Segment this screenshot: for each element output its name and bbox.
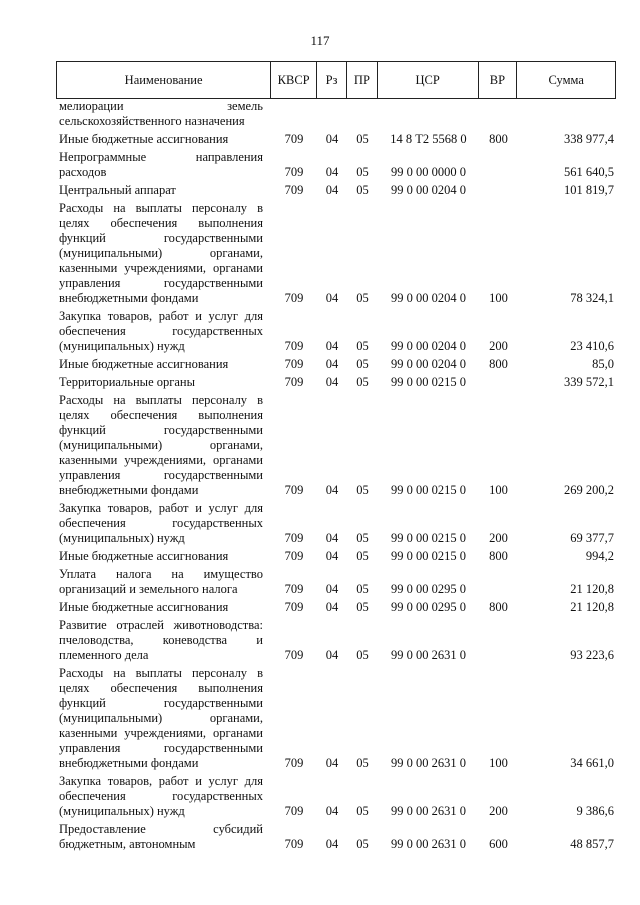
cell-vr: 100 — [489, 483, 508, 497]
row-name — [56, 600, 271, 615]
cell-kvsr: 709 — [284, 165, 304, 179]
table-row — [56, 99, 616, 129]
cell-vr: 200 — [489, 531, 508, 545]
row-name — [56, 132, 271, 147]
row-name — [56, 666, 271, 771]
cell-vr: 100 — [489, 291, 508, 305]
cell-sum: 338 977,4 — [564, 132, 614, 146]
cell-kvsr: 709 — [284, 582, 304, 596]
cell-pr: 05 — [356, 531, 369, 545]
table-row — [56, 618, 616, 663]
cell-csr: 14 8 Т2 5568 0 — [390, 132, 467, 146]
cell-csr: 99 0 00 0204 0 — [391, 183, 466, 197]
cell-rz: 04 — [325, 165, 339, 179]
cell-sum: 85,0 — [592, 357, 614, 371]
cell-sum: 69 377,7 — [570, 531, 614, 545]
cell-rz: 04 — [325, 600, 339, 614]
row-name-line: Расходы на выплаты персоналу в — [59, 666, 263, 680]
row-name-line: Расходы на выплаты персоналу в — [59, 201, 263, 215]
cell-vr: 800 — [489, 600, 508, 614]
table-row — [56, 549, 616, 564]
table-row — [56, 393, 616, 498]
row-name-line: сельскохозяйственного назначения — [59, 114, 245, 128]
cell-vr: 800 — [489, 357, 508, 371]
cell-sum: 561 640,5 — [564, 165, 614, 179]
cell-csr: 99 0 00 0215 0 — [391, 549, 466, 563]
cell-rz: 04 — [325, 648, 339, 662]
row-name-line: управления государственными — [59, 276, 263, 290]
table-body — [56, 99, 616, 852]
cell-csr: 99 0 00 2631 0 — [391, 648, 466, 662]
cell-rz: 04 — [325, 357, 339, 371]
header-rz: Рз — [317, 62, 347, 98]
row-name-line: мелиорации земель — [59, 99, 263, 113]
cell-kvsr: 709 — [284, 132, 304, 146]
row-name-line: Закупка товаров, работ и услуг для — [59, 309, 263, 323]
cell-pr: 05 — [356, 483, 369, 497]
row-name-line: функций государственными — [59, 231, 263, 245]
cell-sum: 23 410,6 — [570, 339, 614, 353]
row-name-line: (муниципальных) нужд — [59, 804, 185, 818]
cell-vr: 800 — [489, 549, 508, 563]
cell-pr: 05 — [356, 837, 369, 851]
cell-rz: 04 — [325, 531, 339, 545]
table-row — [56, 183, 616, 198]
cell-pr: 05 — [356, 600, 369, 614]
row-name-line: обеспечения государственных — [59, 789, 263, 803]
row-name-line: (муниципальных) нужд — [59, 531, 185, 545]
row-name-line: внебюджетными фондами — [59, 756, 199, 770]
table-row — [56, 201, 616, 306]
cell-rz: 04 — [325, 483, 339, 497]
cell-rz: 04 — [325, 837, 339, 851]
row-name — [56, 393, 271, 498]
row-name — [56, 183, 271, 198]
row-name-line: функций государственными — [59, 696, 263, 710]
row-name-line: целях обеспечения выполнения — [59, 681, 263, 695]
row-name-line: целях обеспечения выполнения — [59, 216, 263, 230]
header-sum: Сумма — [548, 72, 584, 87]
row-name-line: управления государственными — [59, 468, 263, 482]
page-number: 117 — [310, 33, 330, 48]
row-name-line: Иные бюджетные ассигнования — [59, 132, 229, 146]
cell-csr: 99 0 00 0204 0 — [391, 357, 466, 371]
cell-pr: 05 — [356, 549, 369, 563]
row-name — [56, 549, 271, 564]
row-name — [56, 567, 271, 597]
row-name-line: бюджетным, автономным — [59, 837, 196, 851]
row-name-line: Иные бюджетные ассигнования — [59, 357, 229, 371]
cell-rz: 04 — [325, 804, 339, 818]
row-name-line: Непрограммные направления — [59, 150, 263, 164]
cell-kvsr: 709 — [284, 183, 304, 197]
row-name-line: (муниципальными) органами, — [59, 246, 263, 260]
row-name-line: внебюджетными фондами — [59, 483, 199, 497]
cell-pr: 05 — [356, 375, 369, 389]
row-name-line: обеспечения государственных — [59, 324, 263, 338]
cell-kvsr: 709 — [284, 648, 304, 662]
cell-kvsr: 709 — [284, 291, 304, 305]
row-name-line: (муниципальными) органами, — [59, 711, 263, 725]
cell-sum: 101 819,7 — [564, 183, 614, 197]
cell-pr: 05 — [356, 756, 369, 770]
cell-sum: 994,2 — [585, 549, 614, 563]
cell-kvsr: 709 — [284, 600, 304, 614]
row-name — [56, 99, 271, 129]
table-row — [56, 309, 616, 354]
cell-csr: 99 0 00 0000 0 — [391, 165, 466, 179]
cell-kvsr: 709 — [284, 837, 304, 851]
cell-sum: 93 223,6 — [570, 648, 614, 662]
cell-pr: 05 — [356, 339, 369, 353]
cell-vr: 100 — [489, 756, 508, 770]
cell-sum: 48 857,7 — [570, 837, 614, 851]
table-row — [56, 666, 616, 771]
cell-kvsr: 709 — [284, 804, 304, 818]
cell-sum: 9 386,6 — [576, 804, 614, 818]
cell-kvsr: 709 — [284, 339, 304, 353]
cell-pr: 05 — [356, 183, 369, 197]
cell-csr: 99 0 00 0215 0 — [391, 483, 466, 497]
cell-rz: 04 — [325, 582, 339, 596]
row-name-line: функций государственными — [59, 423, 263, 437]
row-name-line: Развитие отраслей животноводства: — [59, 618, 263, 632]
row-name-line: племенного дела — [59, 648, 149, 662]
cell-vr: 800 — [489, 132, 508, 146]
table-header — [56, 61, 616, 99]
row-name — [56, 618, 271, 663]
cell-kvsr: 709 — [284, 483, 304, 497]
row-name-line: Расходы на выплаты персоналу в — [59, 393, 263, 407]
table-row — [56, 150, 616, 180]
row-name-line: целях обеспечения выполнения — [59, 408, 263, 422]
cell-rz: 04 — [325, 291, 339, 305]
header-vr: ВР — [479, 62, 518, 98]
cell-csr: 99 0 00 2631 0 — [391, 837, 466, 851]
row-name-line: Иные бюджетные ассигнования — [59, 600, 229, 614]
row-name-line: Закупка товаров, работ и услуг для — [59, 774, 263, 788]
table-row — [56, 567, 616, 597]
cell-vr: 200 — [489, 804, 508, 818]
cell-kvsr: 709 — [284, 549, 304, 563]
cell-csr: 99 0 00 0204 0 — [391, 339, 466, 353]
table-row — [56, 774, 616, 819]
row-name-line: казенными учреждениями, органами — [59, 453, 263, 467]
cell-pr: 05 — [356, 165, 369, 179]
row-name-line: Закупка товаров, работ и услуг для — [59, 501, 263, 515]
cell-csr: 99 0 00 0215 0 — [391, 375, 466, 389]
row-name — [56, 822, 271, 852]
cell-rz: 04 — [325, 132, 339, 146]
cell-sum: 339 572,1 — [564, 375, 614, 389]
cell-rz: 04 — [325, 756, 339, 770]
cell-sum: 34 661,0 — [570, 756, 614, 770]
row-name — [56, 774, 271, 819]
row-name-line: организаций и земельного налога — [59, 582, 238, 596]
row-name-line: Центральный аппарат — [59, 183, 176, 197]
row-name — [56, 309, 271, 354]
cell-csr: 99 0 00 0215 0 — [391, 531, 466, 545]
cell-pr: 05 — [356, 582, 369, 596]
cell-sum: 269 200,2 — [564, 483, 614, 497]
cell-vr: 600 — [489, 837, 508, 851]
row-name-line: управления государственными — [59, 741, 263, 755]
cell-csr: 99 0 00 2631 0 — [391, 804, 466, 818]
row-name-line: (муниципальных) нужд — [59, 339, 185, 353]
row-name-line: обеспечения государственных — [59, 516, 263, 530]
cell-sum: 78 324,1 — [570, 291, 614, 305]
cell-csr: 99 0 00 0295 0 — [391, 582, 466, 596]
cell-rz: 04 — [325, 375, 339, 389]
row-name-line: пчеловодства, коневодства и — [59, 633, 263, 647]
cell-vr: 200 — [489, 339, 508, 353]
cell-kvsr: 709 — [284, 756, 304, 770]
row-name-line: Предоставление субсидий — [59, 822, 263, 836]
cell-rz: 04 — [325, 183, 339, 197]
header-pr: ПР — [347, 62, 378, 98]
row-name — [56, 375, 271, 390]
cell-csr: 99 0 00 0295 0 — [391, 600, 466, 614]
cell-sum: 21 120,8 — [570, 600, 614, 614]
header-name: Наименование — [57, 62, 271, 98]
table-row — [56, 501, 616, 546]
row-name-line: Иные бюджетные ассигнования — [59, 549, 229, 563]
row-name-line: Уплата налога на имущество — [59, 567, 263, 581]
header-kvsr: КВСР — [271, 62, 317, 98]
row-name-line: казенными учреждениями, органами — [59, 726, 263, 740]
cell-pr: 05 — [356, 804, 369, 818]
row-name — [56, 501, 271, 546]
cell-rz: 04 — [325, 339, 339, 353]
row-name-line: внебюджетными фондами — [59, 291, 199, 305]
cell-csr: 99 0 00 2631 0 — [391, 756, 466, 770]
cell-sum: 21 120,8 — [570, 582, 614, 596]
row-name — [56, 357, 271, 372]
table-row — [56, 822, 616, 852]
row-name-line: расходов — [59, 165, 107, 179]
row-name-line: (муниципальными) органами, — [59, 438, 263, 452]
header-csr: ЦСР — [378, 62, 479, 98]
cell-pr: 05 — [356, 648, 369, 662]
cell-rz: 04 — [325, 549, 339, 563]
cell-kvsr: 709 — [284, 531, 304, 545]
cell-pr: 05 — [356, 291, 369, 305]
row-name — [56, 201, 271, 306]
cell-pr: 05 — [356, 132, 369, 146]
table-row — [56, 357, 616, 372]
cell-kvsr: 709 — [284, 357, 304, 371]
cell-pr: 05 — [356, 357, 369, 371]
row-name-line: казенными учреждениями, органами — [59, 261, 263, 275]
row-name — [56, 150, 271, 180]
table-row — [56, 375, 616, 390]
cell-kvsr: 709 — [284, 375, 304, 389]
table-row — [56, 600, 616, 615]
table-row — [56, 132, 616, 147]
cell-csr: 99 0 00 0204 0 — [391, 291, 466, 305]
row-name-line: Территориальные органы — [59, 375, 196, 389]
